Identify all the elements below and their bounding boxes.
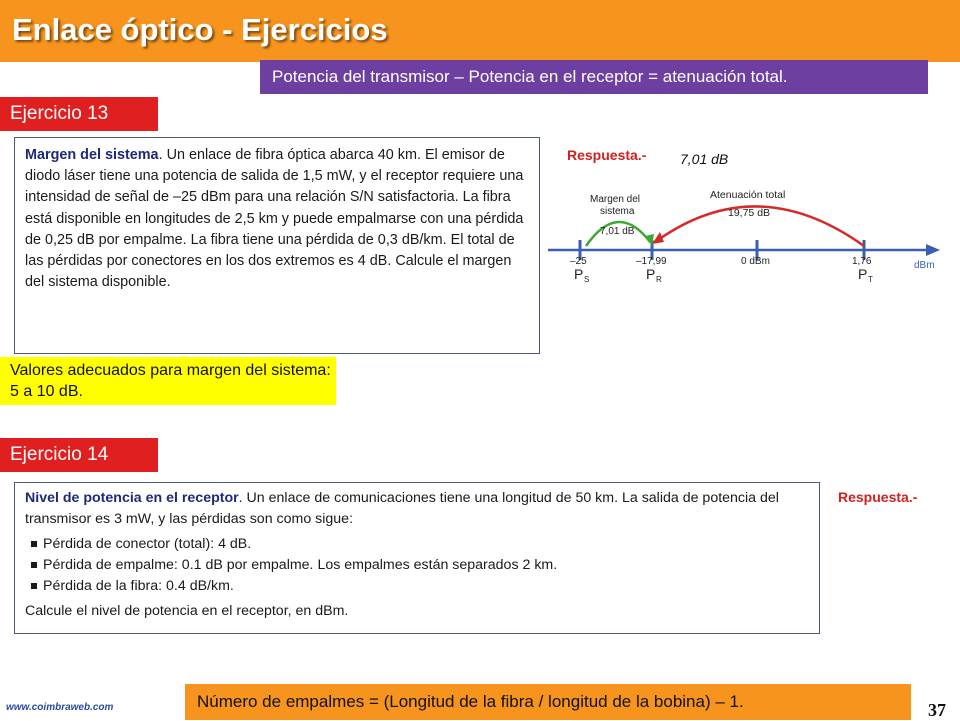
- exercise-13-answer-label: Respuesta.-: [567, 147, 647, 163]
- page-number: 37: [928, 700, 946, 720]
- margin-label-1: Margen del: [590, 194, 641, 205]
- attenuation-label: Atenuación total: [710, 189, 786, 201]
- margin-note: Valores adecuados para margen del sistema: 5 a 10 dB.: [0, 357, 336, 405]
- exercise-13-answer-value: 7,01 dB: [680, 151, 729, 167]
- margin-value: 7,01 dB: [600, 226, 635, 237]
- title-bar: [0, 0, 960, 62]
- list-item: Pérdida de conector (total): 4 dB.: [29, 534, 809, 555]
- exercise-14-answer-label: Respuesta.-: [838, 489, 918, 505]
- exercise-14-closing: Calcule el nivel de potencia en el receptor, en dBm.: [25, 603, 349, 619]
- point-pt-sub: T: [868, 275, 873, 284]
- exercise-13-heading: Margen del sistema: [25, 147, 159, 163]
- power-budget-diagram: [548, 180, 946, 288]
- exercise-14-statement: [14, 482, 820, 634]
- point-pr-sub: R: [656, 275, 662, 284]
- tick-label-zero: 0 dBm: [741, 256, 770, 267]
- exercise-14-label: Ejercicio 14: [0, 438, 158, 472]
- point-pt: P: [858, 266, 868, 282]
- tick-label-pt: 1,76: [852, 256, 872, 267]
- page-title: Enlace óptico - Ejercicios: [12, 12, 388, 47]
- footer-url[interactable]: www.coimbraweb.com: [6, 702, 114, 713]
- unit-label: dBm: [914, 260, 935, 271]
- attenuation-arrowhead: [652, 232, 664, 244]
- splice-formula: Número de empalmes = (Longitud de la fibra / longitud de la bobina) – 1.: [185, 684, 911, 720]
- exercise-13-statement: [14, 137, 540, 354]
- list-item: Pérdida de la fibra: 0.4 dB/km.: [29, 576, 809, 597]
- point-ps-sub: S: [584, 275, 590, 284]
- point-ps: P: [574, 266, 584, 282]
- list-item: Pérdida de empalme: 0.1 dB por empalme. Los empalmes están separados 2 km.: [29, 555, 809, 576]
- tick-label-ps: –25: [570, 256, 587, 267]
- attenuation-value: 19,75 dB: [728, 207, 771, 219]
- exercise-13-body: . Un enlace de fibra óptica abarca 40 km. El emisor de diodo láser tiene una potencia de salida de 1,5 mW, y el receptor requiere una intensidad de señal de –25 dBm para una relación S/N satisfactoria. La fibra está disponible en longitudes de 2,5 km y puede empalmarse con una pérdida de 0,25 dB por empalme. La fibra tiene una pérdida de 0,3 dB/km. El total de las pérdidas por conectores en los dos extremos es 4 dB. Calcule el margen del sistema disponible.: [25, 147, 524, 291]
- point-pr: P: [646, 266, 656, 282]
- axis-arrow: [926, 244, 940, 256]
- formula-banner: Potencia del transmisor – Potencia en el receptor = atenuación total.: [260, 60, 928, 94]
- exercise-14-heading: Nivel de potencia en el receptor: [25, 490, 239, 506]
- margin-label-2: sistema: [600, 206, 635, 217]
- exercise-13-label: Ejercicio 13: [0, 97, 158, 131]
- tick-label-pr: –17,99: [636, 256, 667, 267]
- loss-list: [29, 534, 809, 597]
- exercise-14-body: . Un enlace de comunicaciones tiene una longitud de 50 km. La salida de potencia del transmisor es 3 mW, y las pérdidas son como sigue:: [25, 490, 779, 527]
